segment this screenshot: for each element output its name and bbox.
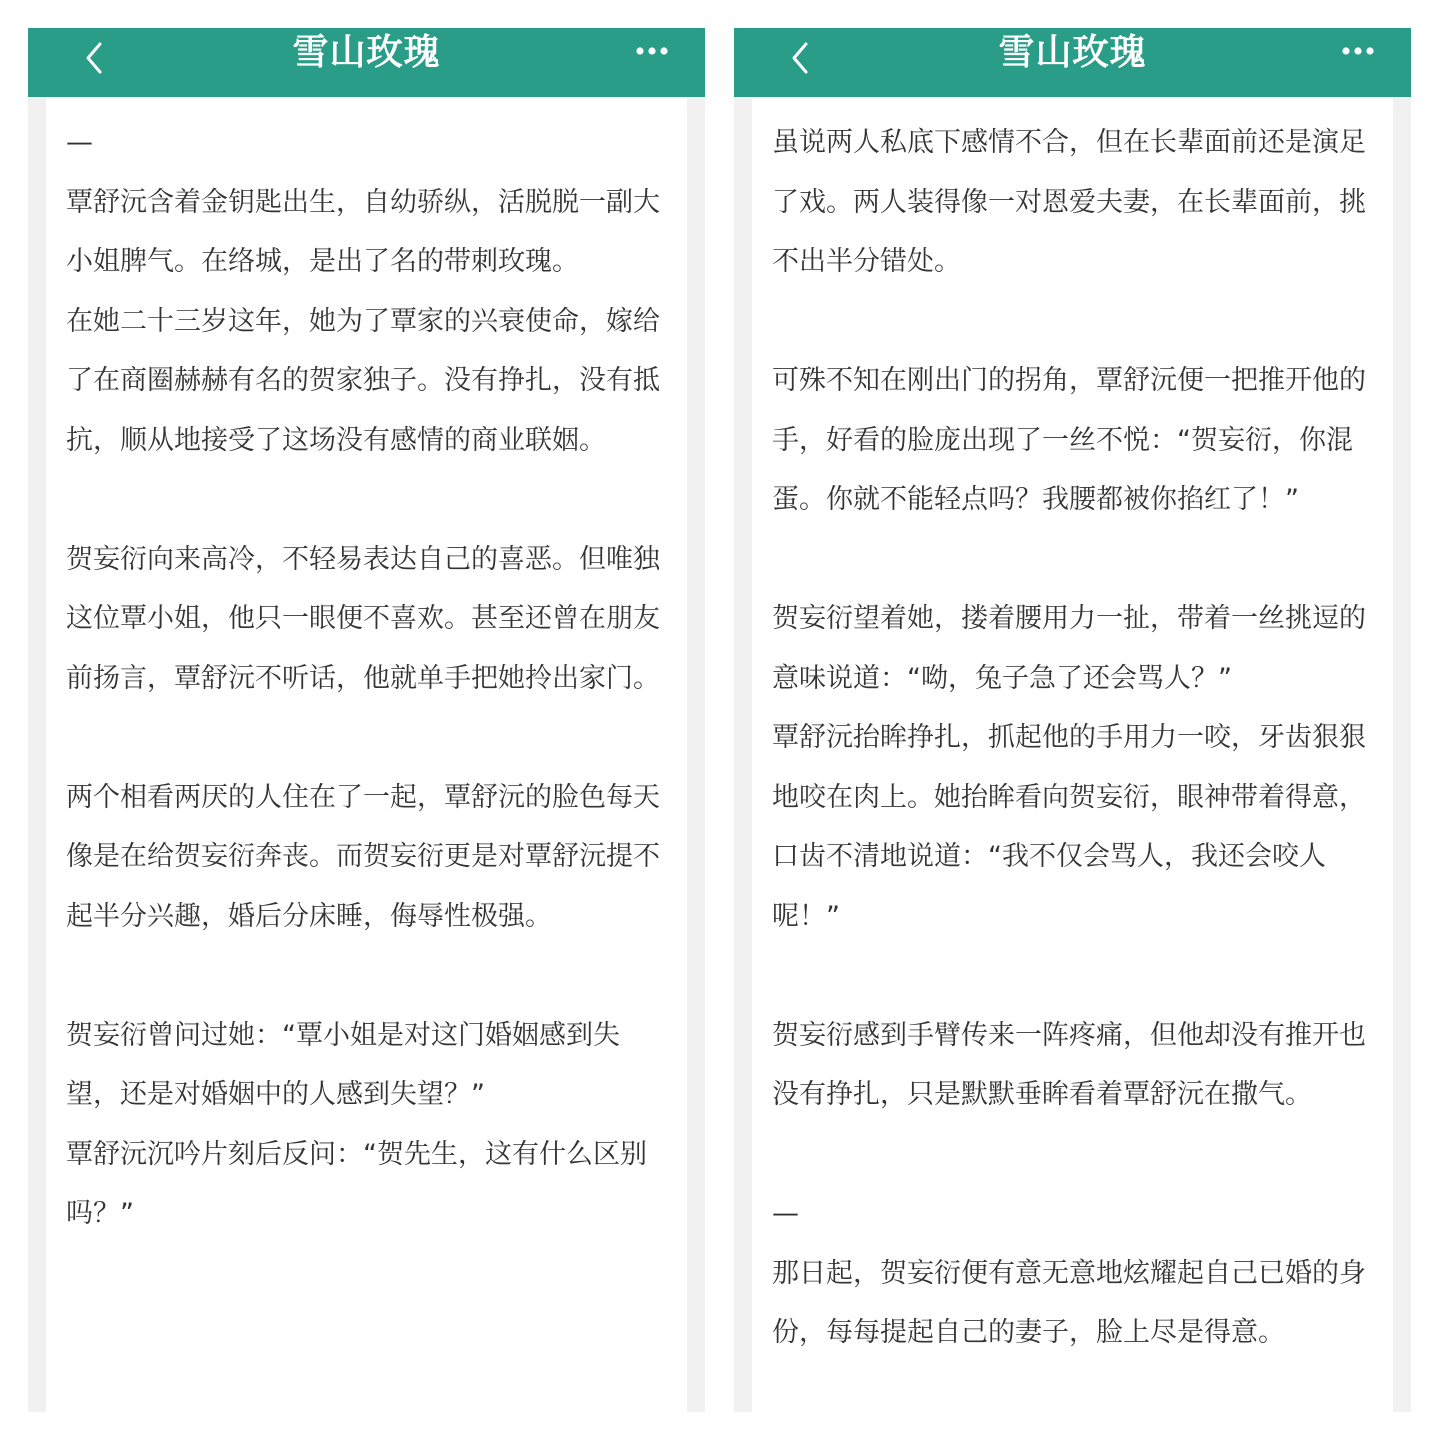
reading-content xyxy=(752,97,1393,1412)
app-header xyxy=(734,28,1411,97)
paragraph-gap xyxy=(772,530,1373,590)
section-divider: — xyxy=(772,1198,799,1229)
paragraph: 覃舒沅含着金钥匙出生，自幼骄纵，活脱脱一副大小姐脾气。在络城，是出了名的带刺玫瑰。 xyxy=(66,186,660,277)
reading-content xyxy=(46,97,687,1412)
section-divider: — xyxy=(66,127,93,158)
chapter-text xyxy=(772,113,1373,1363)
paragraph-gap xyxy=(772,1125,1373,1185)
paragraph: 覃舒沅沉吟片刻后反问：“贺先生，这有什么区别吗？” xyxy=(66,1138,647,1229)
paragraph-gap xyxy=(66,946,667,1006)
paragraph: 贺妄衍曾问过她：“覃小姐是对这门婚姻感到失望，还是对婚姻中的人感到失望？” xyxy=(66,1019,620,1110)
paragraph-gap xyxy=(772,292,1373,352)
paragraph: 那日起，贺妄衍便有意无意地炫耀起自己已婚的身份，每每提起自己的妻子，脸上尽是得意。 xyxy=(772,1257,1366,1348)
book-title: 雪山玫瑰 xyxy=(998,32,1147,73)
book-title: 雪山玫瑰 xyxy=(292,32,441,73)
paragraph: 在她二十三岁这年，她为了覃家的兴衰使命，嫁给了在商圈赫赫有名的贺家独子。没有挣扎，没有抵抗，顺从地接受了这场没有感情的商业联姻。 xyxy=(66,305,660,456)
paragraph: 覃舒沅抬眸挣扎，抓起他的手用力一咬，牙齿狠狠地咬在肉上。她抬眸看向贺妄衍，眼神带着得意，口齿不清地说道：“我不仅会骂人，我还会咬人呢！” xyxy=(772,722,1366,932)
paragraph: 贺妄衍感到手臂传来一阵疼痛，但他却没有推开也没有挣扎，只是默默垂眸看着覃舒沅在撒气。 xyxy=(772,1019,1366,1110)
paragraph-gap xyxy=(66,470,667,530)
ellipsis-icon[interactable] xyxy=(1341,44,1375,58)
paragraph: 可殊不知在刚出门的拐角，覃舒沅便一把推开他的手，好看的脸庞出现了一丝不悦：“贺妄衍，你混蛋。你就不能轻点吗？我腰都被你掐红了！” xyxy=(772,365,1366,515)
paragraph-gap xyxy=(66,708,667,768)
paragraph: 虽说两人私底下感情不合，但在长辈面前还是演足了戏。两人装得像一对恩爱夫妻，在长辈面前，挑不出半分错处。 xyxy=(772,127,1366,277)
reader-screen-left xyxy=(28,28,705,1412)
paragraph-gap xyxy=(772,946,1373,1006)
paragraph: 两个相看两厌的人住在了一起，覃舒沅的脸色每天像是在给贺妄衍奔丧。而贺妄衍更是对覃舒沅提不起半分兴趣，婚后分床睡，侮辱性极强。 xyxy=(66,781,660,932)
paragraph: 贺妄衍望着她，搂着腰用力一扯，带着一丝挑逗的意味说道：“呦，兔子急了还会骂人？” xyxy=(772,603,1366,694)
chapter-text xyxy=(66,113,667,1244)
app-header xyxy=(28,28,705,97)
paragraph: 贺妄衍向来高冷，不轻易表达自己的喜恶。但唯独这位覃小姐，他只一眼便不喜欢。甚至还曾在朋友前扬言，覃舒沅不听话，他就单手把她拎出家门。 xyxy=(66,543,660,694)
reader-screen-right xyxy=(734,28,1411,1412)
ellipsis-icon[interactable] xyxy=(635,44,669,58)
